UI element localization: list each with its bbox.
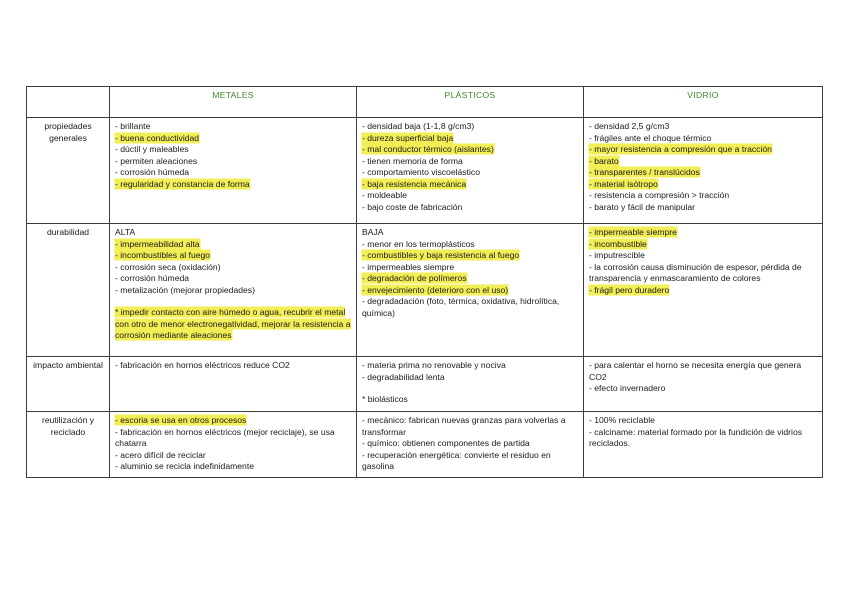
- cell-line: - combustibles y baja resistencia al fuego: [362, 250, 520, 260]
- header-plasticos: PLÁSTICOS: [357, 87, 584, 118]
- row-label: impacto ambiental: [27, 357, 110, 412]
- cell-line: - menor en los termoplásticos: [362, 238, 475, 249]
- cell-line: - densidad baja (1-1,8 g/cm3): [362, 121, 475, 131]
- cell-line: - envejecimiento (deterioro con el uso): [362, 284, 509, 295]
- cell-line: - resistencia a compresión > tracción: [589, 190, 730, 200]
- cell-line: - degradación de polímeros: [362, 273, 467, 283]
- row-propiedades-generales: [27, 118, 823, 224]
- cell-line: - baja resistencia mecánica: [362, 178, 467, 189]
- cell-metales: [110, 412, 357, 478]
- cell-line: - impermeable siempre: [589, 227, 677, 237]
- cell-line: - mecánico: fabrican nuevas granzas para volverlas a transformar: [362, 415, 566, 437]
- header-vidrio: VIDRIO: [584, 87, 823, 118]
- cell-line: - degradadación (foto, térmica, oxidativa, hidrolítica, química): [362, 296, 560, 318]
- corner-cell: [27, 87, 110, 118]
- row-label: propiedades generales: [27, 118, 110, 224]
- cell-line: - escoria se usa en otros procesos: [115, 415, 247, 425]
- cell-vidrio: [584, 412, 823, 478]
- row-reutilizacion-reciclado: [27, 412, 823, 478]
- cell-line: - mayor resistencia a compresión que a tracción: [589, 144, 772, 154]
- cell-line: [362, 383, 578, 394]
- row-impacto-ambiental: [27, 357, 823, 412]
- cell-line: - permiten aleaciones: [115, 155, 198, 166]
- cell-line: - tienen memoria de forma: [362, 155, 463, 166]
- cell-vidrio: [584, 224, 823, 357]
- cell-line: - dureza superficial baja: [362, 132, 454, 143]
- cell-line: - regularidad y constancia de forma: [115, 178, 250, 189]
- header-row: [27, 87, 823, 118]
- cell-line: - metalización (mejorar propiedades): [115, 284, 255, 295]
- cell-line: [115, 296, 351, 307]
- cell-line: - imputrescible: [589, 250, 645, 260]
- cell-line: - buena conductividad: [115, 132, 200, 143]
- cell-line: * impedir contacto con aire húmedo o agua, recubrir el metal con otro de menor electronegatividad, mejorar la resistencia a corrosión mediante aleaciones: [115, 307, 351, 340]
- cell-line: - químico: obtienen componentes de partida: [362, 438, 530, 448]
- cell-line: - degradabilidad lenta: [362, 371, 445, 382]
- cell-line: - comportamiento viscoelástico: [362, 167, 480, 177]
- cell-plasticos: [357, 412, 584, 478]
- cell-line: - densidad 2,5 g/cm3: [589, 121, 670, 131]
- cell-line: - la corrosión causa disminución de espesor, pérdida de transparencia y enmascaramiento de colores: [589, 261, 802, 283]
- cell-plasticos: [357, 118, 584, 224]
- cell-line: - 100% reciclable: [589, 415, 655, 425]
- cell-line: - transparentes / translúcidos: [589, 167, 700, 177]
- cell-line: - para calentar el horno se necesita energía que genera CO2: [589, 360, 802, 382]
- cell-line: - impermeables siempre: [362, 261, 455, 272]
- row-durabilidad: [27, 224, 823, 357]
- cell-line: - aluminio se recicla indefinidamente: [115, 461, 255, 471]
- cell-plasticos: [357, 357, 584, 412]
- cell-line: - barato: [589, 155, 619, 166]
- cell-line: - material isótropo: [589, 178, 658, 189]
- cell-line: - moldeable: [362, 190, 407, 200]
- cell-line: - calciname: material formado por la fundición de vidrios reciclados.: [589, 426, 803, 448]
- cell-line: - incombustible: [589, 238, 647, 249]
- cell-plasticos: [357, 224, 584, 357]
- cell-line: - fabricación en hornos eléctricos (mejor reciclaje), se usa chatarra: [115, 426, 335, 448]
- cell-line: - frágil pero duradero: [589, 284, 670, 295]
- cell-line: - mal conductor térmico (aislantes): [362, 144, 494, 154]
- cell-line: - fabricación en hornos eléctricos reduce CO2: [115, 360, 290, 370]
- cell-metales: [110, 224, 357, 357]
- cell-line: - dúctil y maleables: [115, 144, 189, 154]
- cell-line: - materia prima no renovable y nociva: [362, 360, 506, 370]
- row-label: durabilidad: [27, 224, 110, 357]
- cell-line: - recuperación energética: convierte el residuo en gasolina: [362, 449, 551, 471]
- cell-line: BAJA: [362, 227, 384, 237]
- cell-line: - barato y fácil de manipular: [589, 201, 696, 212]
- cell-line: * biolásticos: [362, 394, 408, 404]
- cell-line: - frágiles ante el choque térmico: [589, 132, 712, 143]
- cell-line: - bajo coste de fabricación: [362, 201, 463, 212]
- cell-line: - corrosión húmeda: [115, 167, 190, 177]
- row-label: reutilización y reciclado: [27, 412, 110, 478]
- cell-line: - incombustibles al fuego: [115, 250, 211, 260]
- cell-vidrio: [584, 357, 823, 412]
- cell-vidrio: [584, 118, 823, 224]
- cell-line: - corrosión seca (oxidación): [115, 261, 221, 272]
- cell-line: - brillante: [115, 121, 151, 131]
- comparison-table: [26, 86, 823, 478]
- cell-line: ALTA: [115, 227, 136, 237]
- cell-metales: [110, 357, 357, 412]
- cell-line: - corrosión húmeda: [115, 273, 190, 283]
- cell-line: - impermeabilidad alta: [115, 238, 200, 249]
- cell-line: - acero difícil de reciclar: [115, 449, 206, 460]
- cell-metales: [110, 118, 357, 224]
- header-metales: METALES: [110, 87, 357, 118]
- cell-line: - efecto invernadero: [589, 383, 666, 393]
